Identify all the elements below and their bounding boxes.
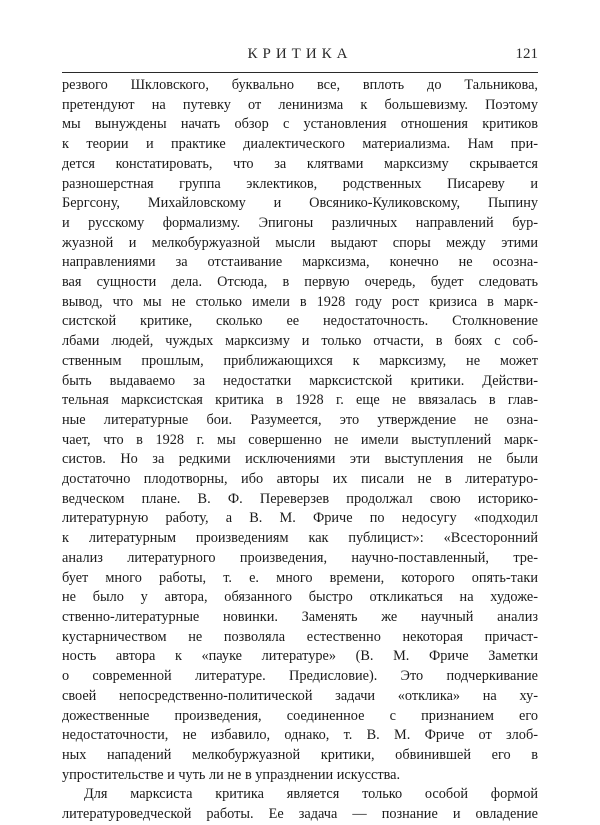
text-line: резвого Шкловского, буквально все, вплоть до Тальникова,: [62, 77, 538, 93]
text-line: и русскому формализму. Эпигоны различных направлений бур-: [62, 214, 538, 231]
text-line: дется констатировать, что за клятвами марксизму скрывается: [62, 155, 538, 172]
text-line: литературную работу, а В. М. Фриче по недосугу «подходил: [62, 510, 538, 527]
text-line: направлениями за отстаивание марксизма, конечно не осозна-: [62, 254, 538, 271]
text-line: тельная марксистская критика в 1928 г. еще не ввязалась в глав-: [62, 392, 538, 409]
text-line: достаточно плодотворны, ибо авторы их писали не в литературо-: [62, 471, 538, 488]
text-line: недостаточности, не избавило, однако, т. В. М. Фриче от злоб-: [62, 727, 538, 744]
body-text: [62, 76, 538, 825]
text-line: упростительстве и чуть ли не в упразднении искусства.: [62, 766, 401, 783]
text-line: литературоведческой работы. Ее задача — познание и овладение: [62, 806, 538, 823]
header-rule: [62, 72, 538, 73]
text-line: Бергсону, Михайловскому и Овсянико-Куликовскому, Пыпину: [62, 195, 538, 212]
text-line: чает, что в 1928 г. мы совершенно не имели выступлений марк-: [62, 431, 538, 448]
paragraph: [62, 76, 538, 785]
text-line: своей непосредственно-политической задачи «отклика» на ху-: [62, 687, 538, 704]
text-line: кустарничеством не позволяла естественно некоторая причаст-: [62, 628, 538, 645]
text-line: вая сущности дела. Отсюда, в первую очередь, будет следовать: [62, 274, 538, 291]
text-line: бует много работы, т. е. много времени, которого опять-таки: [62, 569, 538, 586]
text-line: разношерстная группа эклектиков, родственных Писареву и: [62, 175, 538, 192]
text-line: ность автора к «пауке литературе» (В. М. Фриче Заметки: [62, 648, 538, 665]
page-number: 121: [515, 46, 538, 62]
text-line: жуазной и мелкобуржуазной мысли выдают споры между этими: [62, 234, 538, 251]
text-line: ные литературные бои. Разумеется, это утверждение не озна-: [62, 411, 538, 428]
text-line: о современной литературе. Предисловие). Это подчеркивание: [62, 668, 538, 685]
text-line: лбами людей, чуждых марксизму и только отчасти, в боях с соб-: [62, 333, 538, 350]
text-line: к литературным произведениям как публицист»: «Всесторонний: [62, 530, 538, 547]
page-header: [62, 46, 538, 72]
text-line: дожественные произведения, соединенное с признанием его: [62, 707, 538, 724]
text-line: ственно-литературные новинки. Заменять же научный анализ: [62, 608, 538, 625]
running-title: КРИТИКА: [247, 46, 353, 62]
paragraph: [62, 785, 538, 824]
text-line: систов. Но за редкими исключениями эти выступления не были: [62, 451, 538, 468]
text-line: Для марксиста критика является только особой формой: [84, 786, 538, 803]
text-line: быть выдаваемо за недостатки марксистской критики. Действи-: [62, 372, 538, 389]
text-line: систской критике, сколько ее недостаточность. Столкновение: [62, 313, 538, 330]
text-line: анализ литературного произведения, научно-поставленный, тре-: [62, 549, 538, 566]
text-line: не было у автора, обязанного быстро откликаться на художе-: [62, 589, 538, 606]
text-line: вывод, что мы не столько имели в 1928 году рост кризиса в марк-: [62, 293, 538, 310]
text-line: мы вынуждены начать обзор с установления отношения критиков: [62, 116, 538, 133]
text-line: к теории и практике диалектического материализма. Нам при-: [62, 136, 538, 153]
text-line: ведческом плане. В. Ф. Переверзев продолжал свою историко-: [62, 490, 538, 507]
text-line: ственным прошлым, приближающихся к марксизму, не может: [62, 352, 538, 369]
text-line: ных нападений мелкобуржуазной критики, обвинившей его в: [62, 746, 538, 763]
text-line: претендуют на путевку от ленинизма к большевизму. Поэтому: [62, 96, 538, 113]
